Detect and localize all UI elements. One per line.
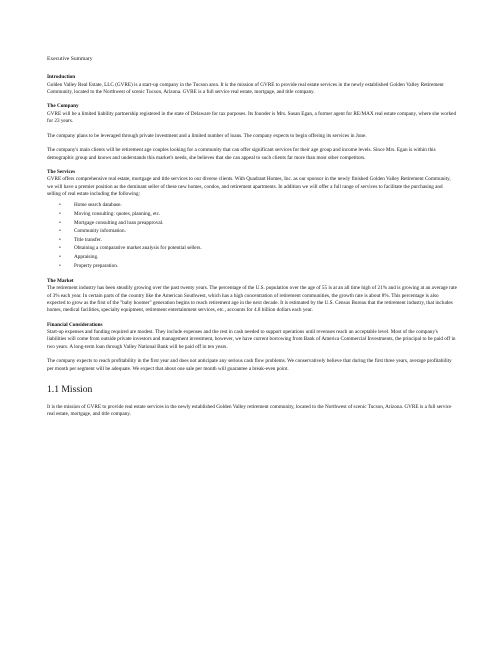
mission-heading: 1.1 Mission xyxy=(47,383,93,395)
section-heading-services: The Services xyxy=(47,169,76,176)
list-item-text: Obtaining a comparative market analysis for potential sellers. xyxy=(74,245,202,252)
bullet-icon: • xyxy=(59,219,61,226)
list-item xyxy=(59,210,457,219)
page-title: Executive Summary xyxy=(47,56,93,62)
paragraph: The company plans to be leveraged through private investment and a limited number of loans. The company expects to begin offering its services in June. xyxy=(47,132,367,139)
list-item-text: Mortgage consulting and loan preapproval. xyxy=(74,219,164,226)
paragraph: GVRE will be a limited liability partnership registered in the state of Delaware for tax purposes. Its founder is Mrs. Susan Egan, a former agent for RE/MAX real estate company, where she worked for 23 years. xyxy=(47,110,457,125)
list-item-text: Property preparation. xyxy=(74,262,119,269)
list-item xyxy=(59,236,457,245)
paragraph: Golden Valley Real Estate, LLC (GVRE) is a start-up company in the Tucson area. It is the mission of GVRE to provide real estate services in the newly established Golden Valley Retirement Community, located to the Northwest of scenic Tucson, Arizona. GVRE is a full service real estate, mortgage, and title company. xyxy=(47,81,444,95)
bullet-icon: • xyxy=(59,236,61,243)
section-financial xyxy=(47,322,457,373)
bullet-icon: • xyxy=(59,262,61,269)
list-item xyxy=(59,219,457,228)
bullet-icon: • xyxy=(59,210,61,217)
paragraph: The retirement industry has been steadily growing over the past twenty years. The percentage of the U.S. population over the age of 55 is at an all time high of 21% and is growing at an average rate of 3% each year. In certain parts of the country like the American Southwest, which has a high concentration of retirement communities, the growth rate is about 8%. This percentage is also expected to grow as the first of the "baby boomer" generation begins to reach retirement age in the next decade. It is estimated by the U.S. Census Bureau that the retirement industry, that includes homes, medical facilities, specialty equipment, retirement entertainment services, etc., accounts for 4.8 billion dollars each year. xyxy=(47,285,457,314)
list-item xyxy=(59,253,457,262)
paragraph: Start-up expenses and funding required are modest. They include expenses and the rest in cash needed to support operations until revenues reach an acceptable level. Most of the company's liabilities will come from outside private investors and management investment, however, we have current borrowing from Bank of America Commercial Investments, the principal to be paid off in two years. A long-term loan through Valley National Bank will be paid off in ten years. xyxy=(47,329,456,350)
bullet-icon: • xyxy=(59,202,61,209)
section-mission xyxy=(47,384,457,419)
bullet-icon: • xyxy=(59,253,61,260)
section-heading-market: The Market xyxy=(47,278,74,285)
list-item xyxy=(59,227,457,236)
bullet-icon: • xyxy=(59,245,61,252)
list-item xyxy=(59,201,457,210)
paragraph: It is the mission of GVRE to provide real estate services in the newly established Golden Valley retirement community, located to the Northwest of scenic Tucson, Arizona. GVRE is a full service real estate, mortgage, and title company. xyxy=(47,403,452,418)
list-item-text: Appraising. xyxy=(74,253,99,260)
section-heading-introduction: Introduction xyxy=(47,74,76,81)
list-item xyxy=(59,244,457,253)
services-list xyxy=(47,201,457,270)
list-item xyxy=(59,262,457,271)
document-page xyxy=(47,56,457,426)
list-item-text: Community information. xyxy=(74,228,126,235)
section-services xyxy=(47,169,457,270)
section-market xyxy=(47,278,457,314)
paragraph: The company's main clients will be retirement age couples looking for a community that can offer significant services for their age group and income levels. Since Mrs. Egan is within this demographic group and knows and understands this market's needs, she believes that she can appeal to such clients far more than most other competitors. xyxy=(47,147,436,161)
paragraph: GVRE offers comprehensive real estate, mortgage and title services to our diverse clients. With Quadrant Homes, Inc. as our sponsor in the newly finished Golden Valley Retirement Community, we will have a premier position as the dominant seller of these new homes, condos, and retirement apartments. In addition we will offer a full range of services to facilitate the purchasing and selling of real estate including the following: xyxy=(47,176,451,198)
bullet-icon: • xyxy=(59,228,61,235)
list-item-text: Home search database. xyxy=(74,202,122,209)
list-item-text: Title transfer. xyxy=(74,236,102,243)
section-company xyxy=(47,103,457,161)
list-item-text: Moving consulting: quotes, planning, etc. xyxy=(74,210,161,217)
section-introduction xyxy=(47,74,457,96)
paragraph: The company expects to reach profitability in the first year and does not anticipate any serious cash flow problems. We conservatively believe that during the first three years, average profitability per month per segment will be adequate. We expect that about one sale per month will guarantee a break-even point. xyxy=(47,358,452,372)
section-heading-company: The Company xyxy=(47,103,79,110)
section-heading-financial: Financial Considerations xyxy=(47,321,103,328)
